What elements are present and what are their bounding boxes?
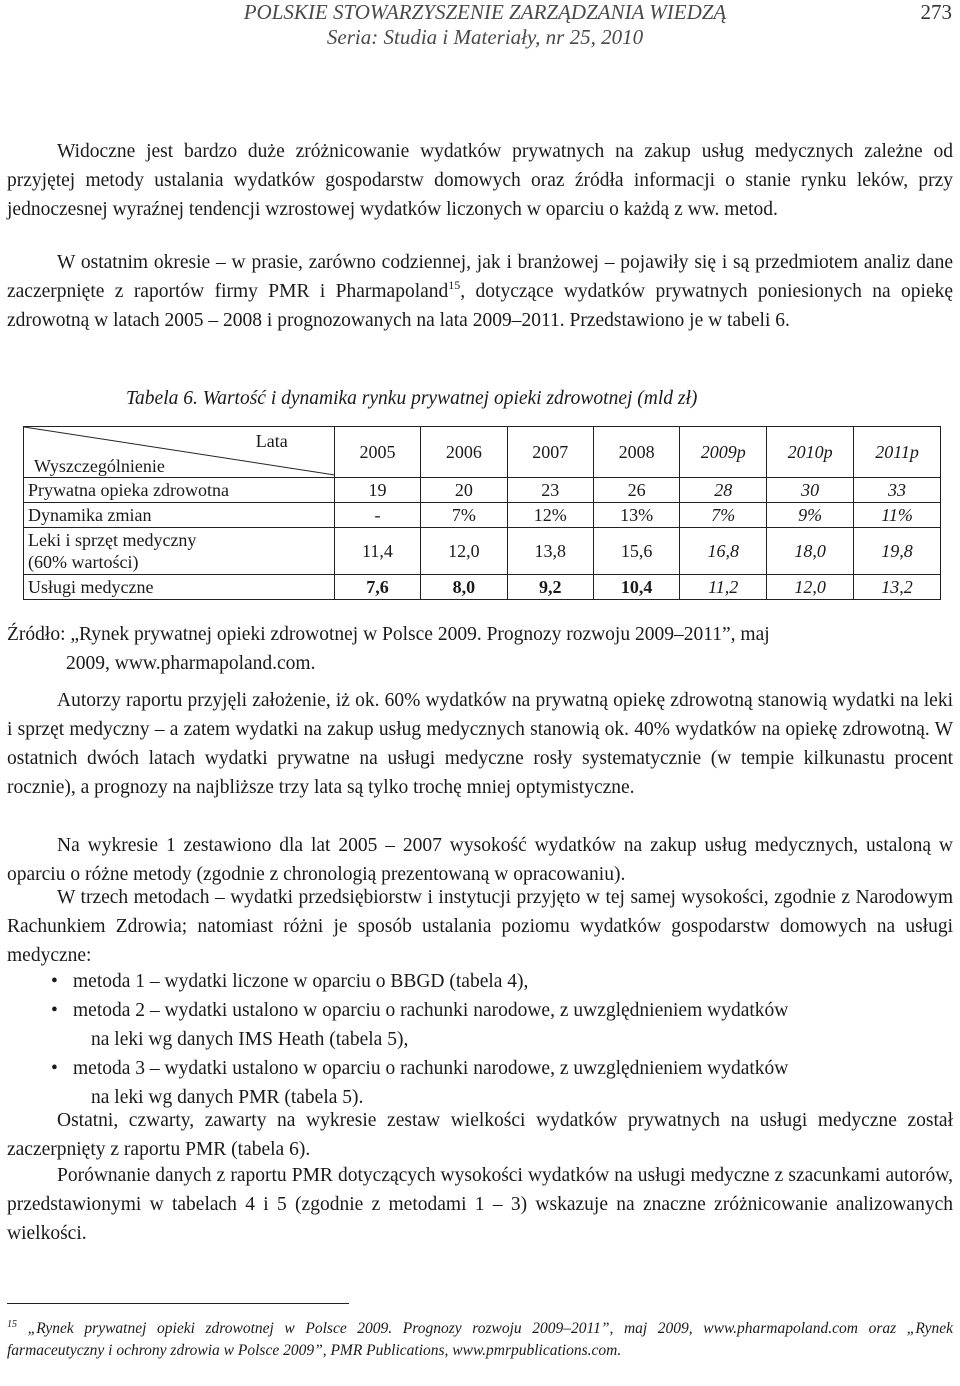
- paragraph-2: [7, 248, 953, 335]
- table-cell: 9,2: [507, 575, 593, 600]
- table-cell: 12,0: [767, 575, 854, 600]
- corner-label-years: Lata: [255, 431, 288, 451]
- list-item-text-cont: na leki wg danych PMR (tabela 5).: [91, 1087, 364, 1108]
- table-cell: 28: [680, 478, 767, 503]
- year-header: 2011p: [854, 427, 941, 478]
- table-cell: 11%: [854, 503, 941, 528]
- source-line-1: Źródło: „Rynek prywatnej opieki zdrowotnej w Polsce 2009. Prognozy rozwoju 2009–2011”, maj: [7, 624, 770, 645]
- bullet-icon: •: [51, 1058, 58, 1079]
- table-row: [24, 503, 941, 528]
- table-cell: 33: [854, 478, 941, 503]
- year-header: 2007: [507, 427, 593, 478]
- table-cell: 13,2: [854, 575, 941, 600]
- method-list: [7, 967, 953, 1112]
- table-cell: 9%: [767, 503, 854, 528]
- footnote-ref: 15: [448, 278, 461, 292]
- table-cell: 10,4: [593, 575, 679, 600]
- table-cell: 12%: [507, 503, 593, 528]
- table-cell: 30: [767, 478, 854, 503]
- page-number: 273: [920, 0, 952, 24]
- table-cell: 15,6: [593, 528, 679, 575]
- paragraph-6: Ostatni, czwarty, zawarty na wykresie zestaw wielkości wydatków prywatnych na usługi medyczne został zaczerpnięty z raportu PMR (tabela 6).: [7, 1110, 953, 1160]
- list-item-text: metoda 3 – wydatki ustalono w oparciu o rachunki narodowe, z uwzględnieniem wydatków: [73, 1058, 789, 1079]
- row-label-line: Leki i sprzęt medyczny: [28, 530, 197, 550]
- table-cell: 19,8: [854, 528, 941, 575]
- table-row: [24, 528, 941, 575]
- table-source: [7, 620, 953, 678]
- list-item-text-cont: na leki wg danych IMS Heath (tabela 5),: [91, 1029, 409, 1050]
- year-header: 2009p: [680, 427, 767, 478]
- row-label-line: (60% wartości): [28, 552, 139, 572]
- table-row: [24, 575, 941, 600]
- table-cell: 23: [507, 478, 593, 503]
- year-header: 2008: [593, 427, 679, 478]
- list-item-text: metoda 1 – wydatki liczone w oparciu o BBGD (tabela 4),: [73, 971, 529, 992]
- table-cell: 11,4: [334, 528, 420, 575]
- table-header-row: [24, 427, 941, 478]
- footnote-text: „Rynek prywatnej opieki zdrowotnej w Polsce 2009. Prognozy rozwoju 2009–2011”, maj 2009, www.pharmapoland.com oraz „Rynek farmaceutyczny i ochrony zdrowia w Polsce 2009”, PMR Publications, www.pmrpublications.com.: [7, 1320, 953, 1359]
- journal-series: Seria: Studia i Materiały, nr 25, 2010: [326, 25, 644, 49]
- source-line-2: 2009, www.pharmapoland.com.: [66, 653, 316, 674]
- table-cell: 26: [593, 478, 679, 503]
- table-cell: 19: [334, 478, 420, 503]
- paragraph-7: Porównanie danych z raportu PMR dotyczących wysokości wydatków na usługi medyczne z szacunkami autorów, przedstawionymi w tabelach 4 i 5 (zgodnie z metodami 1 – 3) wskazuje na znaczne zróżnicowanie analizowanych wielkości.: [7, 1165, 953, 1244]
- row-label: [24, 528, 335, 575]
- table-caption: Tabela 6. Wartość i dynamika rynku prywatnej opieki zdrowotnej (mld zł): [126, 388, 698, 409]
- table-cell: 18,0: [767, 528, 854, 575]
- paragraph-3: Autorzy raportu przyjęli założenie, iż ok. 60% wydatków na prywatną opiekę zdrowotną stanowią wydatki na leki i sprzęt medyczny – a zatem wydatki na zakup usług medycznych stanowią ok. 40% wydatków na opiekę zdrowotną. W ostatnich dwóch latach wydatki prywatne na usługi medyczne rosły systematycznie (w tempie kilkunastu procent rocznie), a prognozy na najbliższe trzy lata są tylko trochę mniej optymistyczne.: [7, 690, 953, 798]
- row-label: Prywatna opieka zdrowotna: [24, 478, 335, 503]
- table-row: [24, 478, 941, 503]
- list-item: [7, 967, 953, 996]
- table-cell: 16,8: [680, 528, 767, 575]
- list-item-text: metoda 2 – wydatki ustalono w oparciu o rachunki narodowe, z uwzględnieniem wydatków: [73, 1000, 789, 1021]
- table-cell: 7,6: [334, 575, 420, 600]
- table-cell: -: [334, 503, 420, 528]
- footnote-number: 15: [7, 1319, 17, 1330]
- table-cell: 13%: [593, 503, 679, 528]
- list-item: [7, 996, 953, 1054]
- row-label: Dynamika zmian: [24, 503, 335, 528]
- paragraph-4: Na wykresie 1 zestawiono dla lat 2005 – 2007 wysokość wydatków na zakup usług medycznych, ustaloną w oparciu o różne metody (zgodnie z chronologią prezentowaną w opracowaniu).: [7, 835, 953, 885]
- table-cell: 12,0: [421, 528, 507, 575]
- table-cell: 7%: [680, 503, 767, 528]
- footnote-separator: [7, 1303, 349, 1304]
- table-corner-cell: [24, 427, 335, 478]
- table-cell: 20: [421, 478, 507, 503]
- year-header: 2005: [334, 427, 420, 478]
- paragraph-2-text-a: W ostatnim okresie – w prasie, zarówno codziennej, jak i branżowej – pojawiły się i są przedmiotem analiz dane zaczerpnięte z raportów firmy PMR i Pharmapoland: [7, 252, 953, 302]
- paragraph-2-text-b: , dotyczące wydatków prywatnych poniesionych na opiekę zdrowotną w latach 2005 – 2008 i prognozowanych na lata 2009–2011. Przedstawiono je w tabeli 6.: [7, 281, 953, 331]
- row-label: Usługi medyczne: [24, 575, 335, 600]
- list-item: [7, 1054, 953, 1112]
- data-table: [23, 426, 941, 600]
- table-cell: 13,8: [507, 528, 593, 575]
- table-cell: 8,0: [421, 575, 507, 600]
- paragraph-5: W trzech metodach – wydatki przedsiębiorstw i instytucji przyjęto w tej samej wysokości, zgodnie z Narodowym Rachunkiem Zdrowia; natomiast różni je sposób ustalania poziomu wydatków gospodarstw domowych na usługi medyczne:: [7, 887, 953, 966]
- corner-label-items: Wyszczególnienie: [34, 456, 165, 476]
- year-header: 2010p: [767, 427, 854, 478]
- footnote: [7, 1318, 953, 1362]
- paragraph-1: Widoczne jest bardzo duże zróżnicowanie wydatków prywatnych na zakup usług medycznych zależne od przyjętej metody ustalania wydatków gospodarstw domowych oraz źródła informacji o stanie rynku leków, przy jednoczesnej wyraźnej tendencji wzrostowej wydatków liczonych w oparciu o każdą z ww. metod.: [7, 141, 953, 220]
- year-header: 2006: [421, 427, 507, 478]
- journal-title: POLSKIE STOWARZYSZENIE ZARZĄDZANIA WIEDZĄ: [243, 0, 727, 24]
- table-cell: 11,2: [680, 575, 767, 600]
- bullet-icon: •: [51, 971, 58, 992]
- table-cell: 7%: [421, 503, 507, 528]
- bullet-icon: •: [51, 1000, 58, 1021]
